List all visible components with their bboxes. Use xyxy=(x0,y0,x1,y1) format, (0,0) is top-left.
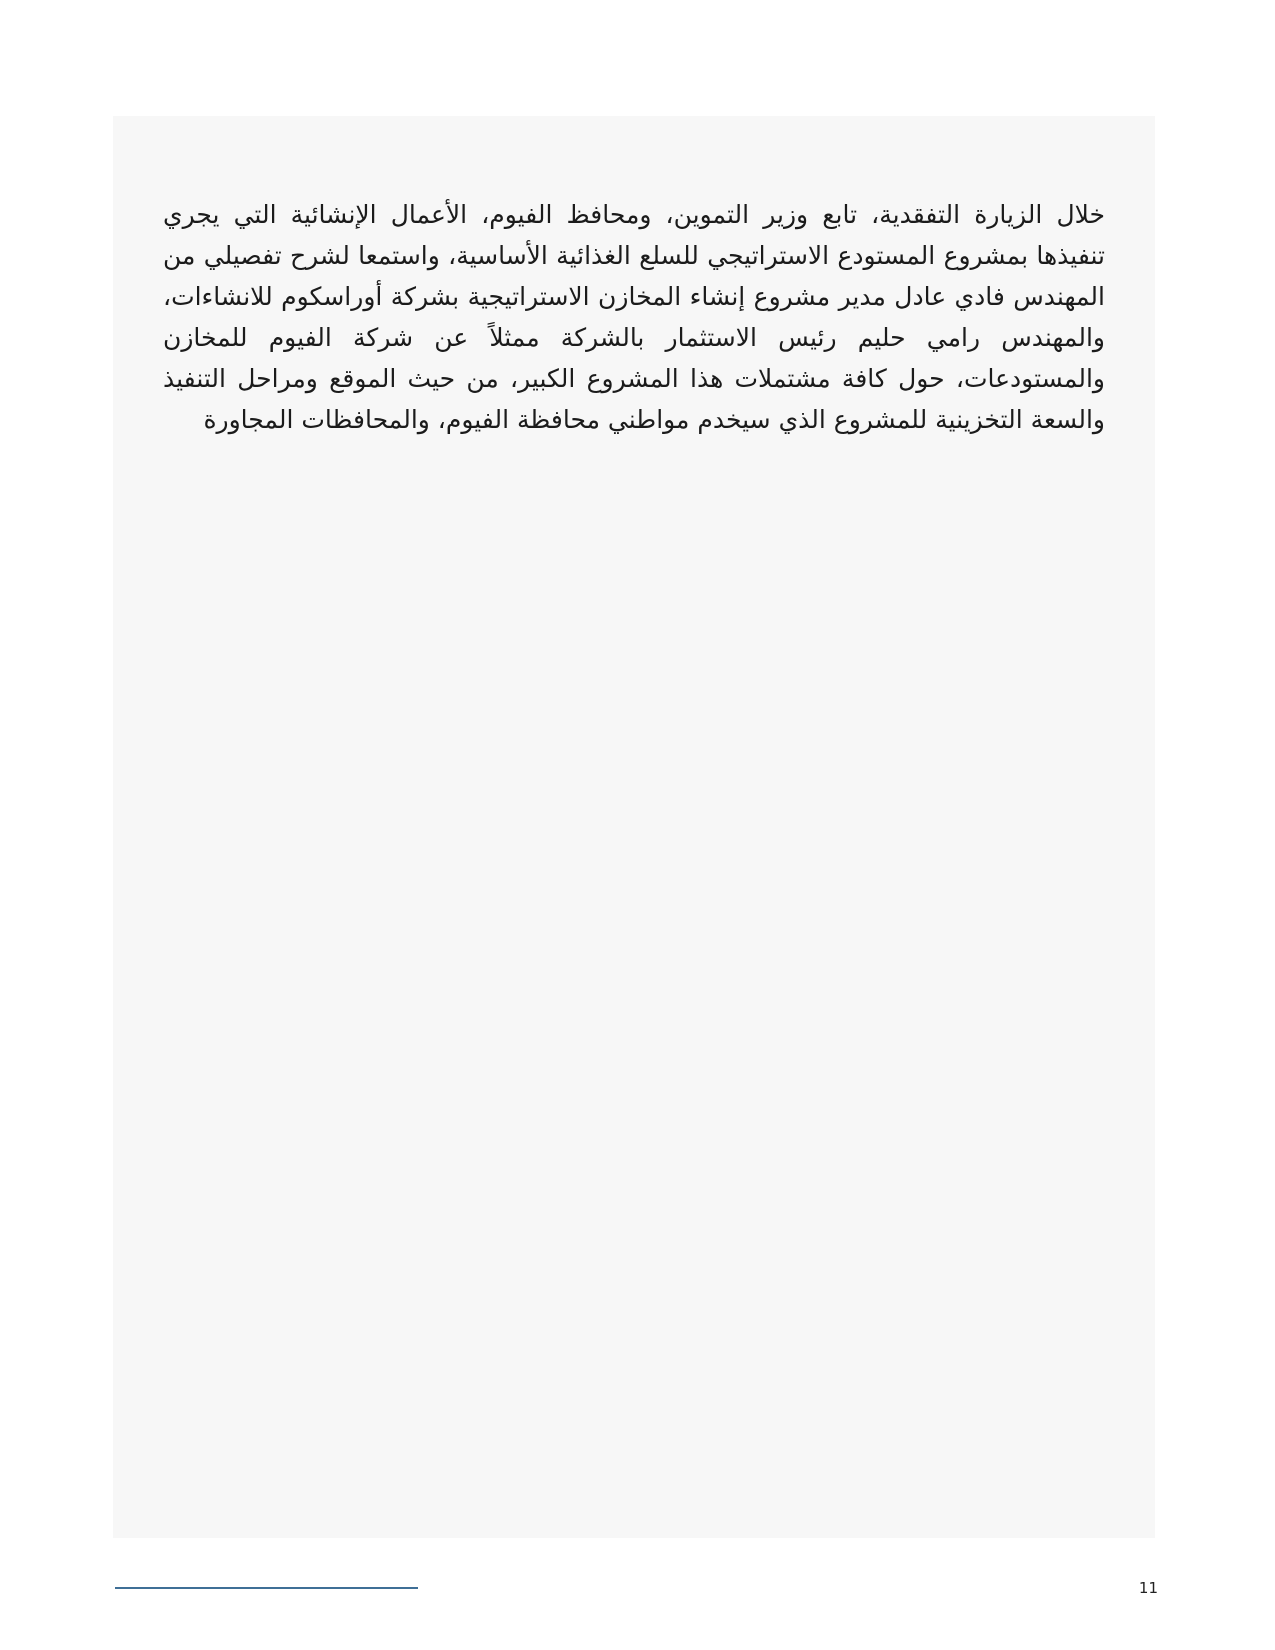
page-number: 11 xyxy=(1138,1579,1158,1597)
body-paragraph: خلال الزيارة التفقدية، تابع وزير التموين، ومحافظ الفيوم، الأعمال الإنشائية التي يجري تنفيذها بمشروع المستودع الاستراتيجي للسلع الغذائية الأساسية، واستمعا لشرح تفصيلي من المهندس فادي عادل مدير مشروع إنشاء المخازن الاستراتيجية بشركة أوراسكوم للانشاءات، والمهندس رامي حليم رئيس الاستثمار بالشركة ممثلاً عن شركة الفيوم للمخازن والمستودعات، حول كافة مشتملات هذا المشروع الكبير، من حيث الموقع ومراحل التنفيذ والسعة التخزينية للمشروع الذي سيخدم مواطني محافظة الفيوم، والمحافظات المجاورة xyxy=(163,200,1105,434)
content-panel xyxy=(113,116,1155,1538)
footer-rule xyxy=(115,1587,418,1589)
